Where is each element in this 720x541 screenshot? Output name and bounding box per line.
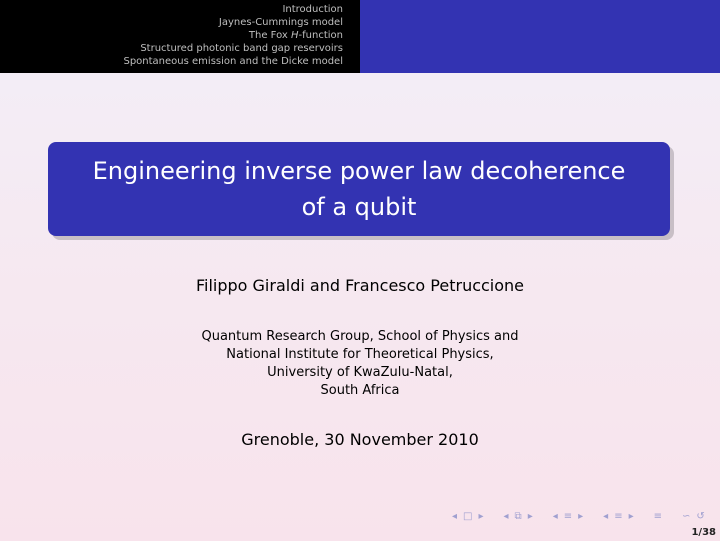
- nav-next-frame-icon[interactable]: ▸: [527, 510, 533, 522]
- affiliation: [0, 328, 720, 400]
- nav-prev-slide-icon[interactable]: ◂: [452, 510, 458, 522]
- nav-next-subsection-icon[interactable]: ▸: [578, 510, 584, 522]
- nav-search-icon[interactable]: ∽: [682, 510, 691, 522]
- nav-section-fox-h-function[interactable]: [249, 29, 343, 42]
- nav-slide-icon[interactable]: □: [463, 510, 473, 522]
- nav-next-section-icon[interactable]: ▸: [628, 510, 634, 522]
- affiliation-line: South Africa: [320, 383, 400, 398]
- page-number: 1/38: [691, 527, 716, 538]
- headline-right-panel: [360, 0, 720, 73]
- nav-section-jaynes-cummings[interactable]: Jaynes-Cummings model: [218, 17, 343, 28]
- affiliation-line: National Institute for Theoretical Physics,: [226, 347, 494, 362]
- nav-frame-icon[interactable]: ⧉: [514, 510, 522, 522]
- authors: Filippo Giraldi and Francesco Petruccione: [195, 276, 525, 295]
- nav-fox-pre: The Fox: [248, 30, 291, 41]
- nav-subsection-icon[interactable]: ≡: [563, 510, 573, 522]
- nav-prev-subsection-icon[interactable]: ◂: [552, 510, 558, 522]
- section-navigation: [0, 0, 360, 73]
- nav-fox-post: -function: [298, 30, 343, 41]
- presentation-date: Grenoble, 30 November 2010: [241, 430, 479, 449]
- presentation-title: Engineering inverse power law decoherence of a qubit: [92, 157, 626, 221]
- affiliation-line: University of KwaZulu-Natal,: [267, 365, 453, 380]
- title-box: [48, 142, 670, 236]
- beamer-navigation-symbols: [452, 508, 705, 524]
- nav-fox-ital: H: [291, 30, 299, 41]
- nav-section-introduction[interactable]: Introduction: [282, 4, 343, 15]
- nav-prev-frame-icon[interactable]: ◂: [503, 510, 509, 522]
- affiliation-line: Quantum Research Group, School of Physics and: [201, 329, 519, 344]
- nav-appendix-icon[interactable]: ≡: [653, 510, 663, 522]
- nav-section-dicke-model[interactable]: Spontaneous emission and the Dicke model: [123, 56, 343, 67]
- headline-bar: [0, 0, 720, 73]
- nav-prev-section-icon[interactable]: ◂: [603, 510, 609, 522]
- nav-next-slide-icon[interactable]: ▸: [478, 510, 484, 522]
- nav-section-icon[interactable]: ≡: [614, 510, 623, 522]
- nav-back-forward-icon[interactable]: ↺: [696, 510, 705, 522]
- nav-section-photonic-band-gap[interactable]: Structured photonic band gap reservoirs: [140, 43, 343, 54]
